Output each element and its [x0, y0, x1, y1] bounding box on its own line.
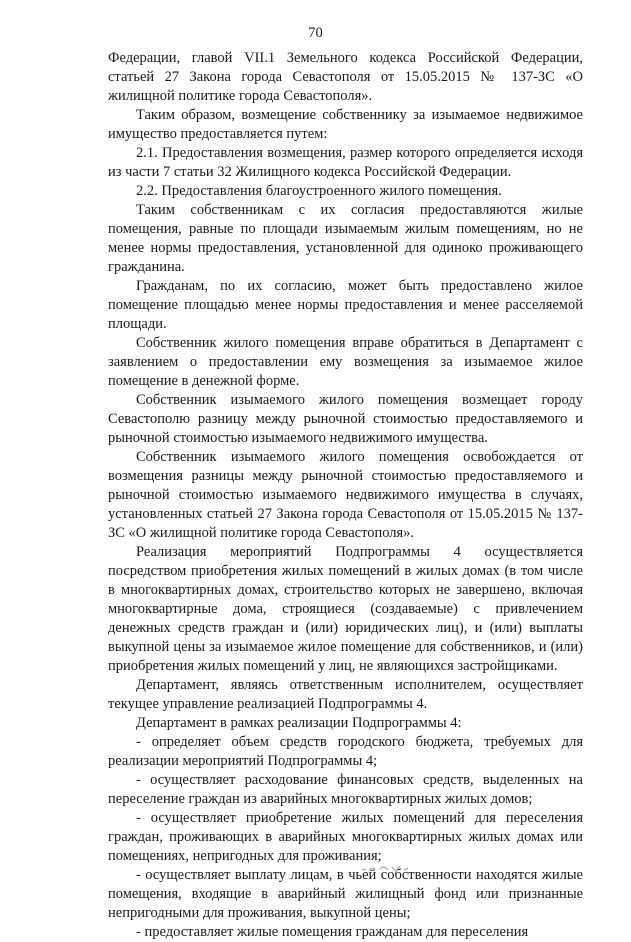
document-body	[108, 49, 583, 942]
list-item-2: - осуществляет расходование финансовых средств, выделенных на переселение граждан из аварийных многоквартирных жилых домов;	[108, 772, 583, 807]
paragraph-8: Собственник изымаемого жилого помещения возмещает городу Севастополю разницу между рыночной стоимостью предоставляемого и рыночной стоимостью изымаемого недвижимого имущества.	[108, 392, 583, 446]
paragraph-3: 2.1. Предоставления возмещения, размер которого определяется исходя из части 7 статьи 32 Жилищного кодекса Российской Федерации.	[108, 145, 583, 180]
scan-smudge	[360, 862, 420, 874]
paragraph-12: Департамент в рамках реализации Подпрограммы 4:	[136, 715, 462, 731]
list-item-5: - предоставляет жилые помещения гражданам для переселения	[136, 924, 529, 940]
page-number: 70	[308, 25, 323, 41]
paragraph-9: Собственник изымаемого жилого помещения освобождается от возмещения разницы между рыночной стоимостью предоставляемого и рыночной стоимостью изымаемого недвижимого имущества в случаях, установленных статьей 27 Закона города Севастополя от 15.05.2015 № 137-ЗС «О жилищной политике города Севастополя».	[108, 449, 583, 541]
paragraph-7: Собственник жилого помещения вправе обратиться в Департамент с заявлением о предоставлении ему возмещения за изымаемое жилое помещение в денежной форме.	[108, 335, 583, 389]
paragraph-2: Таким образом, возмещение собственнику за изымаемое недвижимое имущество предоставляется путем:	[108, 107, 583, 142]
paragraph-10: Реализация мероприятий Подпрограммы 4 осуществляется посредством приобретения жилых помещений в жилых домах (в том числе в многоквартирных домах, строительство которых не завершено, включая многоквартирные дома, строящиеся (создаваемые) с привлечением денежных средств граждан и (или) юридических лиц), и (или) выплаты выкупной цены за изымаемое жилое помещение для собственников, и (или) приобретения жилых помещений у лиц, не являющихся застройщиками.	[108, 544, 583, 674]
paragraph-1: Федерации, главой VII.1 Земельного кодекса Российской Федерации, статьей 27 Закона города Севастополя от 15.05.2015 № 137-ЗС «О жилищной политике города Севастополя».	[108, 50, 583, 104]
paragraph-6: Гражданам, по их согласию, может быть предоставлено жилое помещение площадью менее нормы предоставления и менее расселяемой площади.	[108, 278, 583, 332]
list-item-3: - осуществляет приобретение жилых помещений для переселения граждан, проживающих в аварийных многоквартирных жилых домах или помещениях, непригодных для проживания;	[108, 810, 583, 864]
paragraph-5: Таким собственникам с их согласия предоставляются жилые помещения, равные по площади изымаемым жилым помещениям, но не менее нормы предоставления, установленной для одиноко проживающего гражданина.	[108, 202, 583, 275]
list-item-1: - определяет объем средств городского бюджета, требуемых для реализации мероприятий Подпрограммы 4;	[108, 734, 583, 769]
paragraph-4: 2.2. Предоставления благоустроенного жилого помещения.	[136, 183, 502, 199]
list-item-4: - осуществляет выплату лицам, в чьей собственности находятся жилые помещения, входящие в аварийный жилищный фонд или признанные непригодными для проживания, выкупной цены;	[108, 867, 583, 921]
paragraph-11: Департамент, являясь ответственным исполнителем, осуществляет текущее управление реализацией Подпрограммы 4.	[108, 677, 583, 712]
